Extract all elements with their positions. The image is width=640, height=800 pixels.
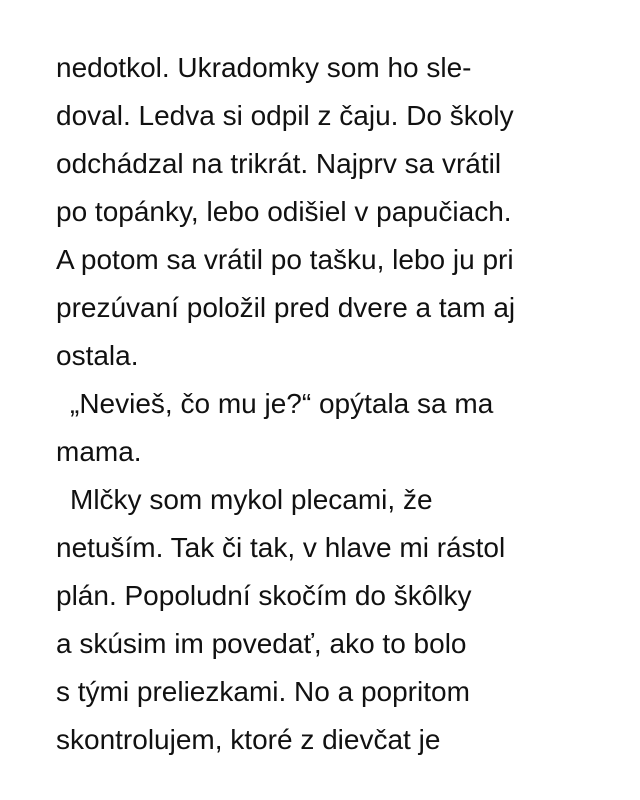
text-line: prezúvaní položil pred dvere a tam aj	[56, 292, 516, 323]
text-line: doval. Ledva si odpil z čaju. Do školy	[56, 100, 514, 131]
text-line: nedotkol. Ukradomky som ho sle-	[56, 52, 472, 83]
text-line: odchádzal na trikrát. Najprv sa vrátil	[56, 148, 502, 179]
dialogue-line: „Nevieš, čo mu je?“ opýtala sa ma	[70, 388, 494, 419]
text-line: a skúsim im povedať, ako to bolo	[56, 628, 467, 659]
text-line: plán. Popoludní skočím do škôlky	[56, 580, 472, 611]
text-line: mama.	[56, 436, 142, 467]
text-line: skontrolujem, ktoré z dievčat je	[56, 724, 441, 755]
text-line: po topánky, lebo odišiel v papučiach.	[56, 196, 512, 227]
paragraph-start-line: Mlčky som mykol plecami, že	[70, 484, 433, 515]
text-line: A potom sa vrátil po tašku, lebo ju pri	[56, 244, 514, 275]
text-line: s tými preliezkami. No a popritom	[56, 676, 470, 707]
text-line: netuším. Tak či tak, v hlave mi rástol	[56, 532, 506, 563]
text-line: ostala.	[56, 340, 139, 371]
book-page-text	[56, 44, 616, 764]
